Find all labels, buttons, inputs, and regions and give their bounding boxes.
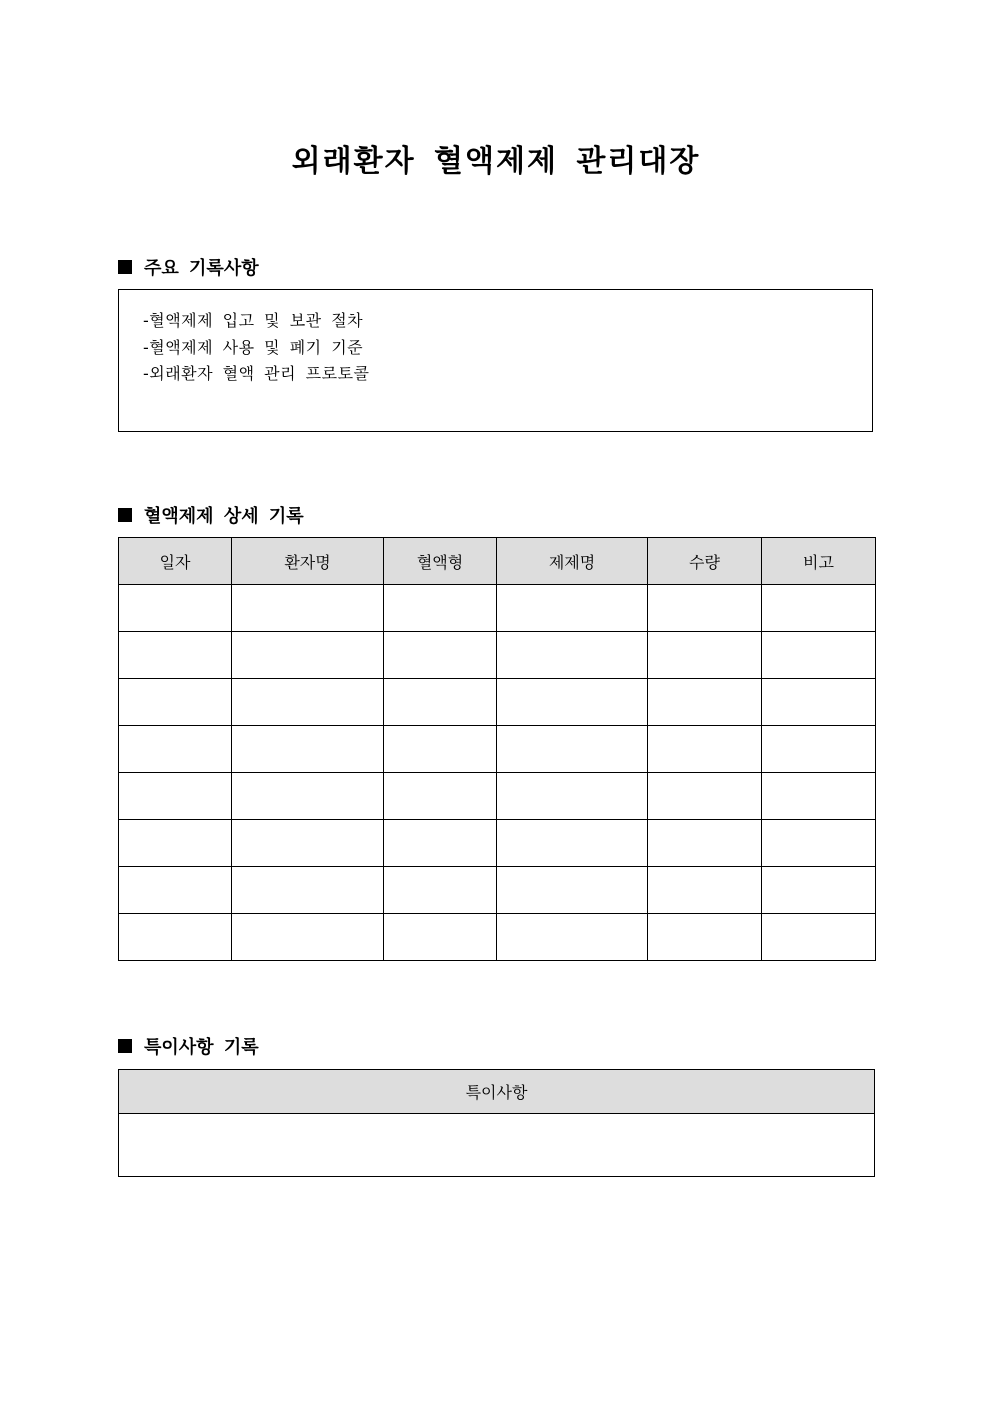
table-cell[interactable] xyxy=(232,632,384,679)
table-cell[interactable] xyxy=(497,820,648,867)
table-cell[interactable] xyxy=(384,773,497,820)
section-heading-label: 주요 기록사항 xyxy=(144,258,259,279)
special-notes-cell[interactable] xyxy=(119,1114,875,1177)
table-cell[interactable] xyxy=(648,726,762,773)
section-heading-main-records xyxy=(118,254,259,280)
column-header-blood-type: 혈액형 xyxy=(384,538,497,585)
table-row xyxy=(119,914,876,961)
table-cell[interactable] xyxy=(232,585,384,632)
table-cell[interactable] xyxy=(119,820,232,867)
main-records-line: -혈액제제 입고 및 보관 절차 xyxy=(143,311,364,330)
table-cell[interactable] xyxy=(232,867,384,914)
table-row xyxy=(119,679,876,726)
special-notes-row xyxy=(119,1114,875,1177)
table-cell[interactable] xyxy=(384,914,497,961)
table-cell[interactable] xyxy=(497,726,648,773)
table-cell[interactable] xyxy=(762,632,876,679)
column-header-quantity: 수량 xyxy=(648,538,762,585)
table-cell[interactable] xyxy=(119,726,232,773)
table-cell[interactable] xyxy=(648,773,762,820)
main-records-line: -외래환자 혈액 관리 프로토콜 xyxy=(143,364,370,383)
table-cell[interactable] xyxy=(648,914,762,961)
table-cell[interactable] xyxy=(119,632,232,679)
table-cell[interactable] xyxy=(119,914,232,961)
table-cell[interactable] xyxy=(384,726,497,773)
table-cell[interactable] xyxy=(232,820,384,867)
table-cell[interactable] xyxy=(648,585,762,632)
square-bullet-icon xyxy=(118,260,132,274)
table-row xyxy=(119,632,876,679)
table-cell[interactable] xyxy=(762,679,876,726)
table-cell[interactable] xyxy=(497,679,648,726)
table-cell[interactable] xyxy=(648,867,762,914)
table-cell[interactable] xyxy=(119,679,232,726)
table-cell[interactable] xyxy=(119,773,232,820)
table-cell[interactable] xyxy=(648,679,762,726)
table-cell[interactable] xyxy=(232,914,384,961)
detail-table-body xyxy=(119,585,876,961)
column-header-date: 일자 xyxy=(119,538,232,585)
table-cell[interactable] xyxy=(762,585,876,632)
column-header-special-notes: 특이사항 xyxy=(119,1070,875,1114)
table-cell[interactable] xyxy=(384,585,497,632)
table-cell[interactable] xyxy=(762,867,876,914)
table-cell[interactable] xyxy=(497,773,648,820)
column-header-patient-name: 환자명 xyxy=(232,538,384,585)
table-cell[interactable] xyxy=(762,914,876,961)
detail-table-header-row xyxy=(119,538,876,585)
table-row xyxy=(119,726,876,773)
table-cell[interactable] xyxy=(497,867,648,914)
table-cell[interactable] xyxy=(232,726,384,773)
square-bullet-icon xyxy=(118,508,132,522)
main-records-box xyxy=(118,289,873,432)
table-cell[interactable] xyxy=(497,585,648,632)
main-records-line: -혈액제제 사용 및 폐기 기준 xyxy=(143,337,364,357)
table-cell[interactable] xyxy=(762,820,876,867)
table-row xyxy=(119,585,876,632)
square-bullet-icon xyxy=(118,1039,132,1053)
section-heading-special xyxy=(118,1033,259,1059)
document-title: 외래환자 혈액제제 관리대장 xyxy=(291,144,701,179)
table-cell[interactable] xyxy=(648,820,762,867)
table-cell[interactable] xyxy=(384,679,497,726)
table-cell[interactable] xyxy=(119,867,232,914)
section-heading-label: 특이사항 기록 xyxy=(144,1037,259,1058)
special-notes-table xyxy=(118,1069,875,1177)
section-heading-detail xyxy=(118,502,304,528)
table-cell[interactable] xyxy=(497,914,648,961)
table-cell[interactable] xyxy=(648,632,762,679)
table-row xyxy=(119,820,876,867)
section-heading-label: 혈액제제 상세 기록 xyxy=(144,506,304,527)
table-cell[interactable] xyxy=(384,867,497,914)
table-cell[interactable] xyxy=(232,679,384,726)
table-cell[interactable] xyxy=(762,773,876,820)
table-cell[interactable] xyxy=(119,585,232,632)
column-header-remarks: 비고 xyxy=(762,538,876,585)
detail-table xyxy=(118,537,876,961)
table-cell[interactable] xyxy=(232,773,384,820)
table-cell[interactable] xyxy=(384,632,497,679)
table-cell[interactable] xyxy=(497,632,648,679)
special-notes-header-row xyxy=(119,1070,875,1114)
column-header-product-name: 제제명 xyxy=(497,538,648,585)
table-cell[interactable] xyxy=(762,726,876,773)
table-cell[interactable] xyxy=(384,820,497,867)
table-row xyxy=(119,773,876,820)
table-row xyxy=(119,867,876,914)
